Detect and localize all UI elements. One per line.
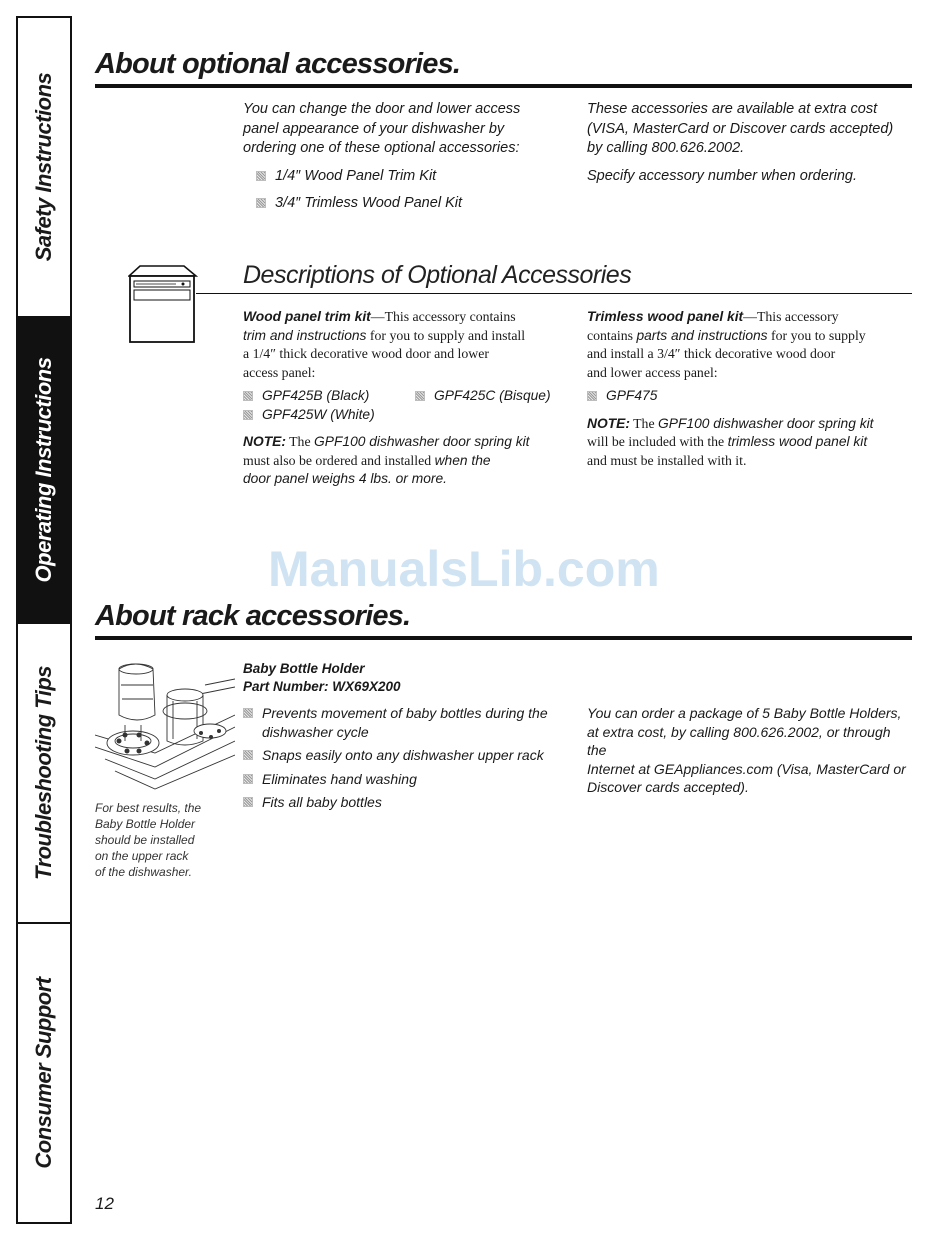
- caption-line: of the dishwasher.: [95, 865, 192, 879]
- feature-text: Snaps easily onto any dishwasher upper rack: [262, 747, 544, 763]
- list-item: [243, 704, 573, 741]
- part-number: Part Number: WX69X200: [243, 679, 401, 694]
- bullet-icon: [243, 391, 253, 401]
- descriptions-title: Descriptions of Optional Accessories: [243, 261, 632, 289]
- intro-line: panel appearance of your dishwasher by: [243, 120, 505, 137]
- tab-safety-instructions[interactable]: [18, 18, 70, 318]
- availability-line: (VISA, MasterCard or Discover cards accepted): [587, 120, 894, 137]
- bullet-icon: [243, 750, 253, 760]
- model-number: GPF425B (Black): [262, 388, 370, 403]
- text: and install a 3/4″ thick decorative wood door: [587, 346, 836, 361]
- caption-line: on the upper rack: [95, 849, 189, 863]
- kit-name: 3/4″ Trimless Wood Panel Kit: [275, 195, 462, 211]
- tab-troubleshooting-tips[interactable]: [18, 624, 70, 924]
- product-info: [243, 660, 573, 696]
- text: This accessory: [756, 309, 839, 324]
- bullet-icon: [256, 171, 266, 181]
- title-rule: [95, 636, 912, 640]
- wood-trim-description: [243, 308, 573, 489]
- text: The: [285, 434, 315, 449]
- text: This accessory contains: [384, 309, 516, 324]
- section-sidebar: [16, 16, 72, 1224]
- list-item: [243, 387, 415, 406]
- model-number: GPF475: [606, 388, 658, 403]
- text: access panel:: [243, 364, 316, 380]
- text: for you to supply and install: [366, 327, 526, 343]
- text: and lower access panel:: [587, 364, 718, 380]
- trimless-heading: Trimless wood panel kit: [587, 309, 744, 324]
- text: must also be ordered and installed: [243, 452, 435, 468]
- tab-label: Safety Instructions: [31, 72, 56, 262]
- tab-operating-instructions[interactable]: [18, 318, 70, 624]
- list-item: [243, 746, 573, 765]
- caption-line: should be installed: [95, 833, 195, 847]
- list-item: [243, 793, 573, 812]
- order-info: [587, 704, 912, 797]
- text: contains: [587, 327, 637, 343]
- text: parts and instructions: [636, 327, 768, 343]
- list-item: [243, 770, 573, 789]
- tab-label: Operating Instructions: [31, 357, 56, 583]
- order-line: Discover cards accepted).: [587, 779, 749, 795]
- tab-consumer-support[interactable]: [18, 924, 70, 1222]
- page-number: 12: [95, 1194, 114, 1213]
- optional-availability: [587, 100, 912, 186]
- descriptions-rule: [196, 293, 912, 294]
- note-label: NOTE:: [587, 415, 630, 431]
- text: trimless wood panel kit: [727, 434, 868, 449]
- tab-label: Consumer Support: [31, 977, 56, 1169]
- bullet-icon: [243, 410, 253, 420]
- bullet-icon: [587, 391, 597, 401]
- bullet-icon: [415, 391, 425, 401]
- text: GPF100 dishwasher door spring kit: [658, 415, 874, 431]
- baby-bottle-holder-illustration: [95, 655, 235, 795]
- availability-line: These accessories are available at extra cost: [587, 101, 878, 117]
- bullet-icon: [243, 774, 253, 784]
- bullet-icon: [256, 198, 266, 208]
- feature-text: Fits all baby bottles: [262, 794, 382, 810]
- intro-line: You can change the door and lower access: [243, 101, 521, 117]
- order-line: You can order a package of 5 Baby Bottle Holders,: [587, 705, 902, 721]
- model-number: GPF425C (Bisque): [434, 388, 551, 403]
- illustration-caption: [95, 800, 201, 880]
- text: GPF100 dishwasher door spring kit: [314, 434, 530, 449]
- bullet-icon: [243, 797, 253, 807]
- list-item: [587, 387, 912, 406]
- order-line: at extra cost, by calling 800.626.2002, or through the: [587, 723, 891, 758]
- trimless-description: [587, 308, 912, 470]
- note-label: NOTE:: [243, 434, 286, 449]
- kit-name: 1/4″ Wood Panel Trim Kit: [275, 167, 437, 184]
- optional-accessories-title: About optional accessories.: [95, 48, 461, 80]
- caption-line: For best results, the: [95, 801, 202, 815]
- text: trim and instructions: [243, 327, 367, 343]
- feature-list: [243, 704, 573, 812]
- list-item: [243, 406, 573, 425]
- feature-text: Prevents movement of baby bottles during the: [262, 705, 548, 721]
- availability-line: by calling 800.626.2002.: [587, 140, 745, 156]
- rack-accessories-title: About rack accessories.: [95, 600, 411, 632]
- text: a 1/4″ thick decorative wood door and lower: [243, 346, 489, 361]
- model-number: GPF425W (White): [262, 406, 375, 422]
- feature-text: dishwasher cycle: [262, 723, 369, 740]
- text: for you to supply: [767, 327, 866, 343]
- text: door panel weighs 4 lbs. or more.: [243, 471, 447, 486]
- tab-label: Troubleshooting Tips: [31, 665, 56, 881]
- text: when the: [434, 452, 491, 468]
- wood-trim-heading: Wood panel trim kit: [243, 309, 371, 324]
- list-item: [256, 194, 573, 214]
- text: and must be installed with it.: [587, 452, 747, 468]
- watermark: ManualsLib.com: [268, 541, 660, 597]
- list-item: [415, 387, 551, 406]
- dishwasher-icon: [128, 262, 198, 346]
- caption-line: Baby Bottle Holder: [95, 817, 196, 831]
- optional-intro: [243, 100, 573, 214]
- specify-note: Specify accessory number when ordering.: [587, 167, 857, 184]
- text: The: [629, 415, 659, 431]
- product-name: Baby Bottle Holder: [243, 661, 365, 676]
- dash: —: [370, 309, 385, 324]
- intro-line: ordering one of these optional accessories:: [243, 140, 520, 156]
- feature-text: Eliminates hand washing: [262, 770, 417, 787]
- bullet-icon: [243, 708, 253, 718]
- text: will be included with the: [587, 434, 728, 449]
- dash: —: [743, 309, 757, 324]
- list-item: [256, 167, 573, 187]
- title-rule: [95, 84, 912, 88]
- order-line: Internet at GEAppliances.com (Visa, MasterCard or: [587, 760, 906, 777]
